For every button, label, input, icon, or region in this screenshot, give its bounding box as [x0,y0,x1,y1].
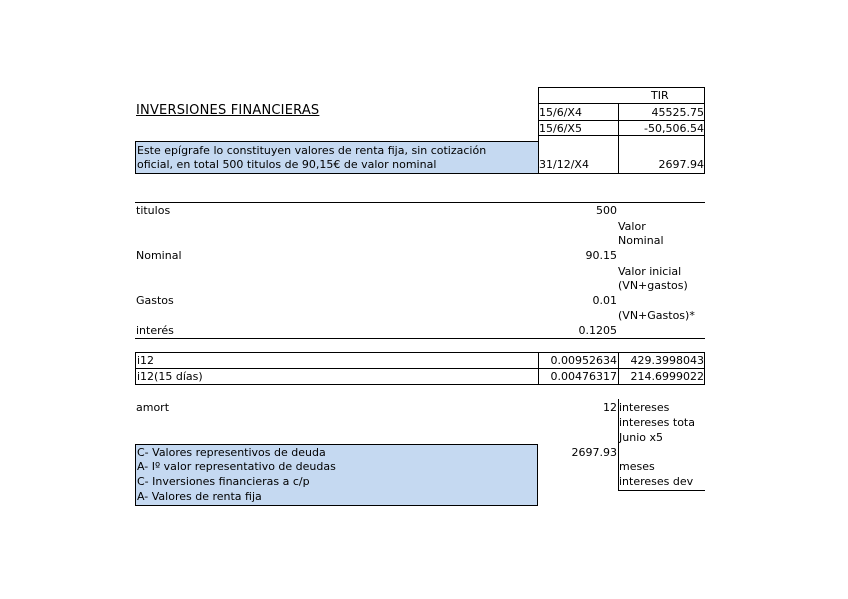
description-line-2: oficial, en total 500 titulos de 90,15€ de valor nominal [137,158,437,171]
description-line-1: Este epígrafe lo constituyen valores de renta fija, sin cotización [137,144,487,157]
account-line-1: C- Valores representivos de deuda [137,446,326,459]
rate-value-1: 0.00952634 [550,354,617,367]
account-line-4: A- Valores de renta fija [137,490,262,503]
amort-value: 12 [603,401,617,414]
account-line-3: C- Inversiones financieras a c/p [137,475,310,488]
side-note-meses: meses [619,460,655,473]
rate-amount-1: 429.3998043 [630,354,704,367]
tir-header: TIR [651,89,669,102]
tir-date-3: 31/12/X4 [539,158,589,171]
accounts-value: 2697.93 [571,446,617,459]
rate-label-2: i12(15 días) [137,370,203,383]
amort-note-1: intereses [619,401,670,414]
tir-value-2: -50,506.54 [644,122,704,135]
gastos-label: Gastos [136,294,174,307]
vn-gastos-note: (VN+Gastos)* [618,309,695,322]
interes-label: interés [136,324,174,337]
tir-value-1: 45525.75 [651,106,704,119]
side-note-intereses-dev: intereses dev [619,475,694,488]
nominal-label: Nominal [136,249,182,262]
tir-date-1: 15/6/X4 [539,106,582,119]
rate-amount-2: 214.6999022 [630,370,704,383]
rate-label-1: i12 [137,354,155,367]
account-line-2: A- Iº valor representativo de deudas [137,460,336,473]
valor-nominal-note-1: Valor [618,220,646,233]
rate-value-2: 0.00476317 [550,370,617,383]
amort-note-3: Junio x5 [619,431,663,444]
titulos-value: 500 [596,204,617,217]
section-title: INVERSIONES FINANCIERAS [136,103,320,118]
amort-label: amort [136,401,170,414]
titulos-label: titulos [136,204,171,217]
tir-value-3: 2697.94 [658,158,704,171]
valor-inicial-note-2: (VN+gastos) [618,279,688,292]
valor-inicial-note-1: Valor inicial [618,265,682,278]
nominal-value: 90.15 [585,249,617,262]
amort-note-2: intereses tota [619,416,695,429]
gastos-value: 0.01 [592,294,617,307]
tir-date-2: 15/6/X5 [539,122,582,135]
interes-value: 0.1205 [578,324,617,337]
valor-nominal-note-2: Nominal [618,234,664,247]
